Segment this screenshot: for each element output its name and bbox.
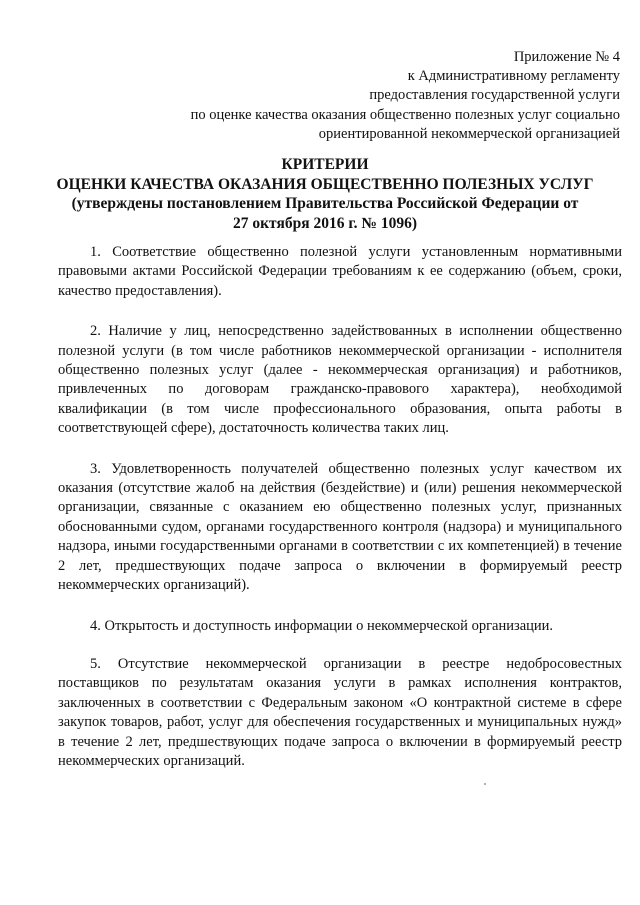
criterion-2: 2. Наличие у лиц, непосредственно задействованных в исполнении общественно полезной услуги (в том числе работников некоммерческой организации - исполнителя общественно полезных услуг (далее - некоммерческая организация) и работников, привлеченных по договорам гражданско-правового характера), необходимой квалификации (в том числе профессионального образования, опыта работы в соответствующей сфере), достаточность количества таких лиц. [58,323,622,437]
appendix-reference [100,48,620,144]
criterion-4: 4. Открытость и доступность информации о некоммерческой организации. [90,617,554,634]
appendix-line: по оценке качества оказания общественно полезных услуг социально [190,106,620,123]
appendix-line: ориентированной некоммерческой организацией [318,125,620,142]
criterion-3: 3. Удовлетворенность получателей общественно полезных услуг качеством их оказания (отсутствие жалоб на действия (бездействие) и (или) решения некоммерческой организации, связанные с оказанием ею общественно полезных услуг, признанных обоснованными судом, органами государственного контроля (надзора) и муниципального надзора, иными государственными органами в соответствии с их компетенцией) в течение 2 лет, предшествующих подаче запроса о включении в формируемый реестр некоммерческих организаций). [58,460,622,594]
title-approval-note: (утверждены постановлением Правительства Российской Федерации от 27 октября 2016 г. № 1096) [71,195,579,232]
criteria-list [58,243,622,792]
document-title [30,155,620,233]
scan-speck [484,783,486,785]
title-heading: КРИТЕРИИ [281,156,369,173]
appendix-line: предоставления государственной услуги [369,87,620,104]
appendix-number: Приложение № 4 [513,49,620,65]
criterion-5: 5. Отсутствие некоммерческой организации в реестре недобросовестных поставщиков по результатам оказания услуги в рамках исполнения контрактов, заключенных в соответствии с Федеральным законом «О контрактной системе в сфере закупок товаров, работ, услуг для обеспечения государственных и муниципальных нужд» в течение 2 лет, предшествующих подаче запроса о включении в формируемый реестр некоммерческих организаций. [58,655,622,769]
title-main: ОЦЕНКИ КАЧЕСТВА ОКАЗАНИЯ ОБЩЕСТВЕННО ПОЛЕЗНЫХ УСЛУГ [56,175,594,193]
appendix-line: к Административному регламенту [407,68,620,85]
criterion-1: 1. Соответствие общественно полезной услуги установленным нормативными правовыми актами Российской Федерации требованиям к ее содержанию (объем, сроки, качество предоставления). [58,244,622,299]
